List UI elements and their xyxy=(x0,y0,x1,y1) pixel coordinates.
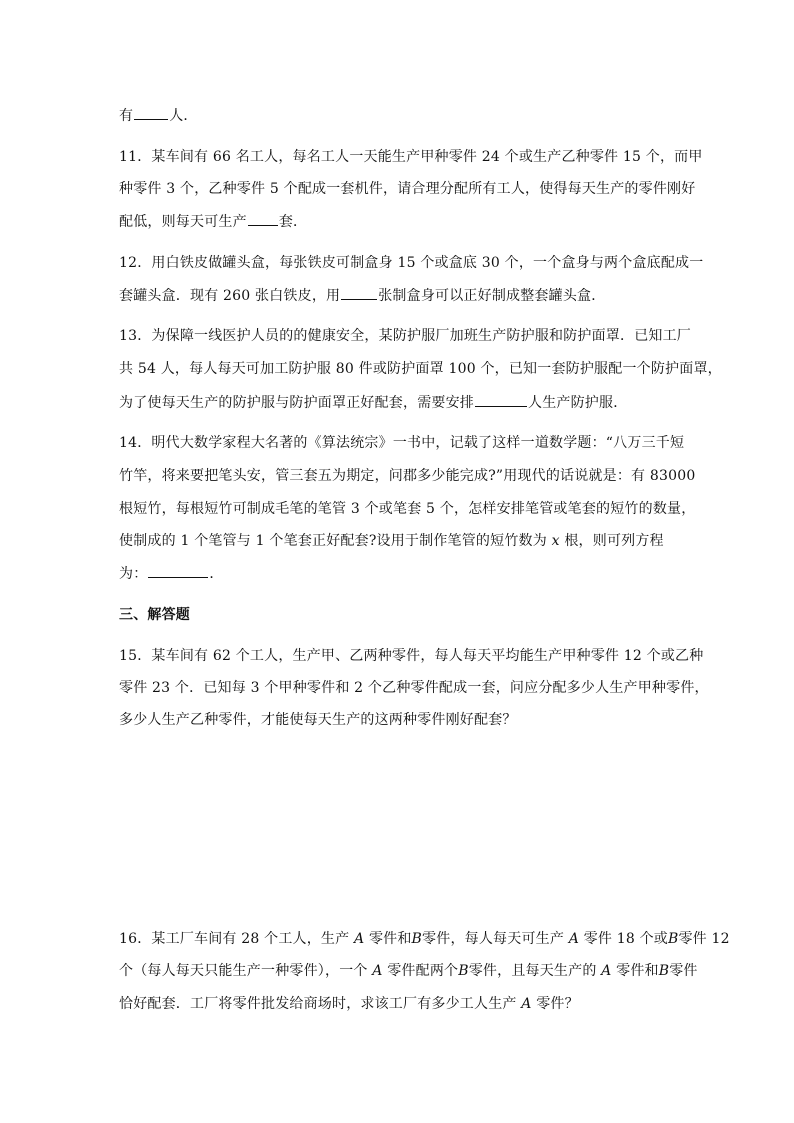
q16-line-1: 16．某工厂车间有 28 个工人，生产 A 零件和B零件，每人每天可生产 A 零件 18 个或B零件 12 xyxy=(119,931,730,947)
q15-line-1: 15．某车间有 62 个工人，生产甲、乙两种零件，每人每天平均能生产甲种零件 12 个或乙种 xyxy=(119,648,704,664)
q14-line-1: 14．明代大数学家程大名著的《算法统宗》一书中，记载了这样一道数学题：“八万三千短 xyxy=(119,435,685,451)
answer-blank xyxy=(341,286,377,300)
q14-line-3: 根短竹，每根短竹可制成毛笔的笔管 3 个或笔套 5 个，怎样安排笔管或笔套的短竹的数量， xyxy=(119,501,696,517)
q10-continuation: 有 人． xyxy=(119,108,198,124)
q11-line-3: 配低，则每天可生产 套． xyxy=(119,214,308,230)
answer-blank xyxy=(475,393,527,407)
q15-line-2: 零件 23 个．已知每 3 个甲种零件和 2 个乙种零件配成一套，问应分配多少人生产甲种零件， xyxy=(119,680,709,696)
q11-line-1: 11．某车间有 66 名工人，每名工人一天能生产甲种零件 24 个或生产乙种零件 15 个，而甲 xyxy=(119,149,703,165)
q12-line-1: 12．用白铁皮做罐头盒，每张铁皮可制盒身 15 个或盒底 30 个，一个盒身与两个盒底配成一 xyxy=(119,255,704,271)
q15-line-3: 多少人生产乙种零件，才能使每天生产的这两种零件刚好配套？ xyxy=(119,712,517,728)
q16-line-2: 个（每人每天只能生产一种零件），一个 A 零件配两个B零件，且每天生产的 A 零件和B零件 xyxy=(119,963,698,979)
section-heading: 三、解答题 xyxy=(119,607,190,623)
q14-line-5: 为： ． xyxy=(119,566,224,582)
answer-blank xyxy=(248,212,278,226)
q12-line-2: 套罐头盒．现有 260 张白铁皮，用 张制盒身可以正好制成整套罐头盒． xyxy=(119,288,606,304)
q13-line-2: 共 54 人，每人每天可加工防护服 80 件或防护面罩 100 个，已知一套防护服配一个防护面罩， xyxy=(119,361,722,377)
q16-line-3: 恰好配套．工厂将零件批发给商场时，求该工厂有多少工人生产 A 零件？ xyxy=(119,996,579,1012)
q14-line-4: 使制成的 1 个笔管与 1 个笔套正好配套?设用于制作笔管的短竹数为 x 根，则可列方程 xyxy=(119,533,664,549)
q14-line-2: 竹竿，将来要把笔头安，管三套五为期定，问郡多少能完成?”用现代的话说就是：有 83000 xyxy=(119,468,696,484)
answer-blank xyxy=(148,564,208,578)
q11-line-2: 种零件 3 个，乙种零件 5 个配成一套机件，请合理分配所有工人，使得每天生产的零件刚好 xyxy=(119,181,696,197)
answer-blank xyxy=(134,106,168,120)
q13-line-1: 13．为保障一线医护人员的的健康安全，某防护服厂加班生产防护服和防护面罩．已知工厂 xyxy=(119,328,692,344)
q13-line-3: 为了使每天生产的防护服与防护面罩正好配套，需要安排 人生产防护服． xyxy=(119,395,628,411)
